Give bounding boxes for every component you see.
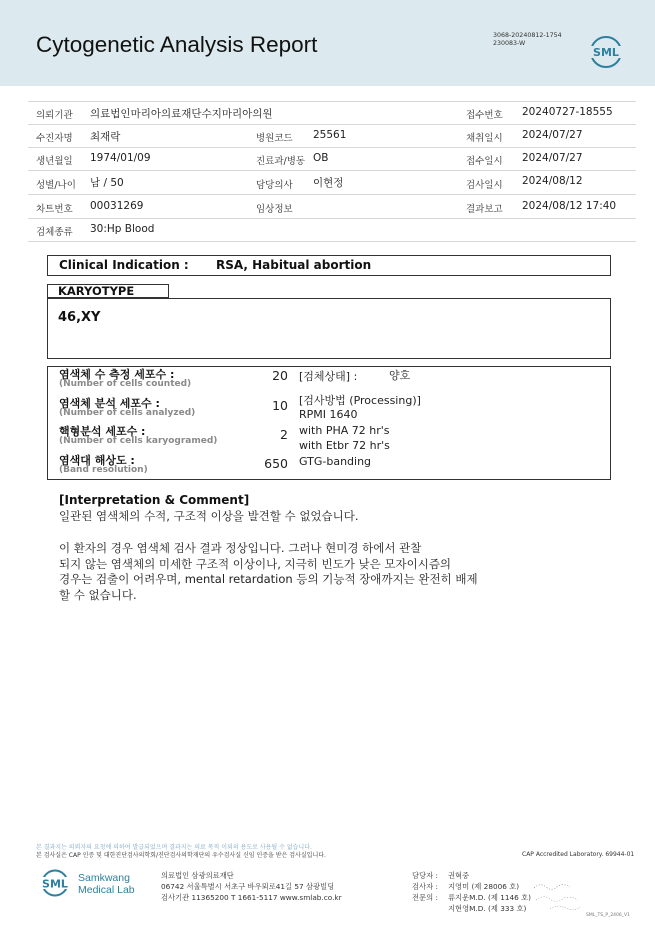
cells-counted-label-en: (Number of cells counted)	[59, 379, 192, 389]
interpretation-title: [Interpretation & Comment]	[59, 493, 250, 507]
receipt-no-value: 20240727-18555	[522, 106, 613, 118]
signature-icon	[530, 878, 585, 914]
divider	[28, 170, 636, 171]
lab-name-line1: Samkwang	[78, 872, 130, 884]
received-value: 2024/07/27	[522, 152, 583, 164]
staff-label: 담당자 :	[412, 871, 438, 880]
cells-karyogramed-label: 핵형분석 세포수 :	[59, 425, 146, 438]
staff-label: 전문의 :	[412, 893, 438, 902]
cells-analyzed-label-en: (Number of cells analyzed)	[59, 408, 196, 418]
cells-karyogramed-value: 2	[280, 427, 288, 442]
ward-code-value: 25561	[313, 129, 347, 141]
cells-counted-label: 염색체 수 측정 세포수 :	[59, 368, 175, 381]
birth-value: 1974/01/09	[90, 152, 151, 164]
dept-value: OB	[313, 152, 329, 164]
footer-address: 06742 서울특별시 서초구 바우뫼로41길 57 삼광빌딩	[161, 882, 335, 891]
specimen-status-label: [검체상태] :	[299, 370, 358, 383]
chart-no-label: 차트번호	[36, 204, 73, 215]
tested-value: 2024/08/12	[522, 175, 583, 187]
karyotype-value: 46,XY	[58, 310, 101, 325]
specimen-status-value: 양호	[389, 369, 411, 382]
patient-name-label: 수진자명	[36, 133, 73, 144]
dept-label: 진료과/병동	[256, 156, 306, 167]
clinical-indication-value: RSA, Habitual abortion	[216, 258, 372, 272]
doc-id-line2: 230083-W	[493, 40, 526, 47]
cells-analyzed-value: 10	[272, 398, 288, 413]
karyotype-label: KARYOTYPE	[58, 284, 135, 298]
doc-id-line1: 3068-20240812-1754	[493, 32, 562, 39]
samkwang-logo-icon	[36, 868, 74, 898]
samkwang-logo-text: SML	[42, 877, 68, 891]
cells-karyogramed-label-en: (Number of cells karyogramed)	[59, 436, 218, 446]
divider	[28, 147, 636, 148]
footer-notice-2: 본 검사실은 CAP 인증 및 대한진단검사의학회/진단검사의학재단의 우수검사실 신임 인증을 받은 검사실입니다.	[36, 852, 326, 859]
sex-age-value: 남 / 50	[90, 177, 124, 189]
specimen-label: 검체종류	[36, 227, 73, 238]
interpretation-line: 할 수 없습니다.	[59, 588, 137, 602]
institution-value: 의료법인마리아의료재단수지마리아의원	[90, 108, 273, 120]
karyotype-box	[47, 298, 611, 359]
clinical-info-label: 임상정보	[256, 204, 293, 215]
band-resolution-label-en: (Band resolution)	[59, 465, 148, 475]
report-title: Cytogenetic Analysis Report	[36, 32, 318, 57]
form-code: SML_TS_P_2406_V1	[586, 913, 630, 918]
institution-label: 의뢰기관	[36, 110, 73, 121]
interpretation-line: 이 환자의 경우 염색체 검사 결과 정상입니다. 그러나 현미경 하에서 관찰	[59, 541, 422, 555]
sml-logo-icon	[588, 34, 624, 70]
doctor-label: 담당의사	[256, 180, 293, 191]
cap-accreditation: CAP Accredited Laboratory. 69944-01	[522, 851, 635, 858]
band-resolution-label: 염색대 해상도 :	[59, 454, 135, 467]
divider	[28, 124, 636, 125]
tested-label: 검사일시	[466, 180, 503, 191]
chart-no-value: 00031269	[90, 200, 144, 212]
reported-value: 2024/08/12 17:40	[522, 200, 617, 212]
interpretation-line: 되지 않는 염색체의 미세한 구조적 이상이나, 지극히 빈도가 낮은 모자이시즘의	[59, 557, 452, 571]
processing-label: [검사방법 (Processing)]	[299, 394, 421, 407]
processing-line: with PHA 72 hr's	[299, 424, 390, 437]
specimen-value: 30:Hp Blood	[90, 223, 155, 235]
collected-label: 채취일시	[466, 133, 503, 144]
staff-value: 류지운M.D. (제 1146 호)	[448, 893, 532, 902]
footer-phone: 검사기관 11365200 T 1661-5117 www.smlab.co.kr	[161, 893, 342, 902]
processing-line: GTG-banding	[299, 455, 372, 468]
interpretation-summary: 일관된 염색체의 수적, 구조적 이상을 발견할 수 없었습니다.	[59, 509, 359, 523]
received-label: 접수일시	[466, 156, 503, 167]
divider	[28, 241, 636, 242]
staff-label: 검사자 :	[412, 882, 438, 891]
ward-code-label: 병원코드	[256, 133, 293, 144]
interpretation-line: 경우는 검출이 어려우며, mental retardation 등의 기능적 장애까지는 완전히 배제	[59, 572, 478, 586]
sex-age-label: 성별/나이	[36, 180, 76, 191]
processing-line: RPMI 1640	[299, 408, 358, 421]
sml-logo-text: SML	[593, 46, 619, 59]
footer-notice-1: 본 결과지는 의뢰자의 요청에 의하여 발급되었으며 결과지는 의료 목적 이외의 용도로 사용될 수 없습니다.	[36, 844, 312, 851]
clinical-indication-label: Clinical Indication :	[59, 258, 189, 272]
collected-value: 2024/07/27	[522, 129, 583, 141]
reported-label: 결과보고	[466, 204, 503, 215]
footer-foundation: 의료법인 삼광의료재단	[161, 871, 234, 880]
staff-value: 권혁중	[448, 871, 470, 880]
divider	[28, 194, 636, 195]
staff-value: 지영미 (제 28006 호)	[448, 882, 520, 891]
divider	[28, 218, 636, 219]
birth-label: 생년월일	[36, 156, 73, 167]
cells-analyzed-label: 염색체 분석 세포수 :	[59, 397, 160, 410]
lab-name-line2: Medical Lab	[78, 884, 135, 896]
divider	[28, 101, 636, 102]
staff-value: 지현영M.D. (제 333 호)	[448, 904, 527, 913]
doctor-value: 이현정	[313, 177, 344, 189]
cells-counted-value: 20	[272, 368, 288, 383]
band-resolution-value: 650	[264, 456, 288, 471]
patient-name-value: 최재락	[90, 131, 121, 143]
receipt-no-label: 접수번호	[466, 110, 503, 121]
processing-line: with Etbr 72 hr's	[299, 439, 390, 452]
